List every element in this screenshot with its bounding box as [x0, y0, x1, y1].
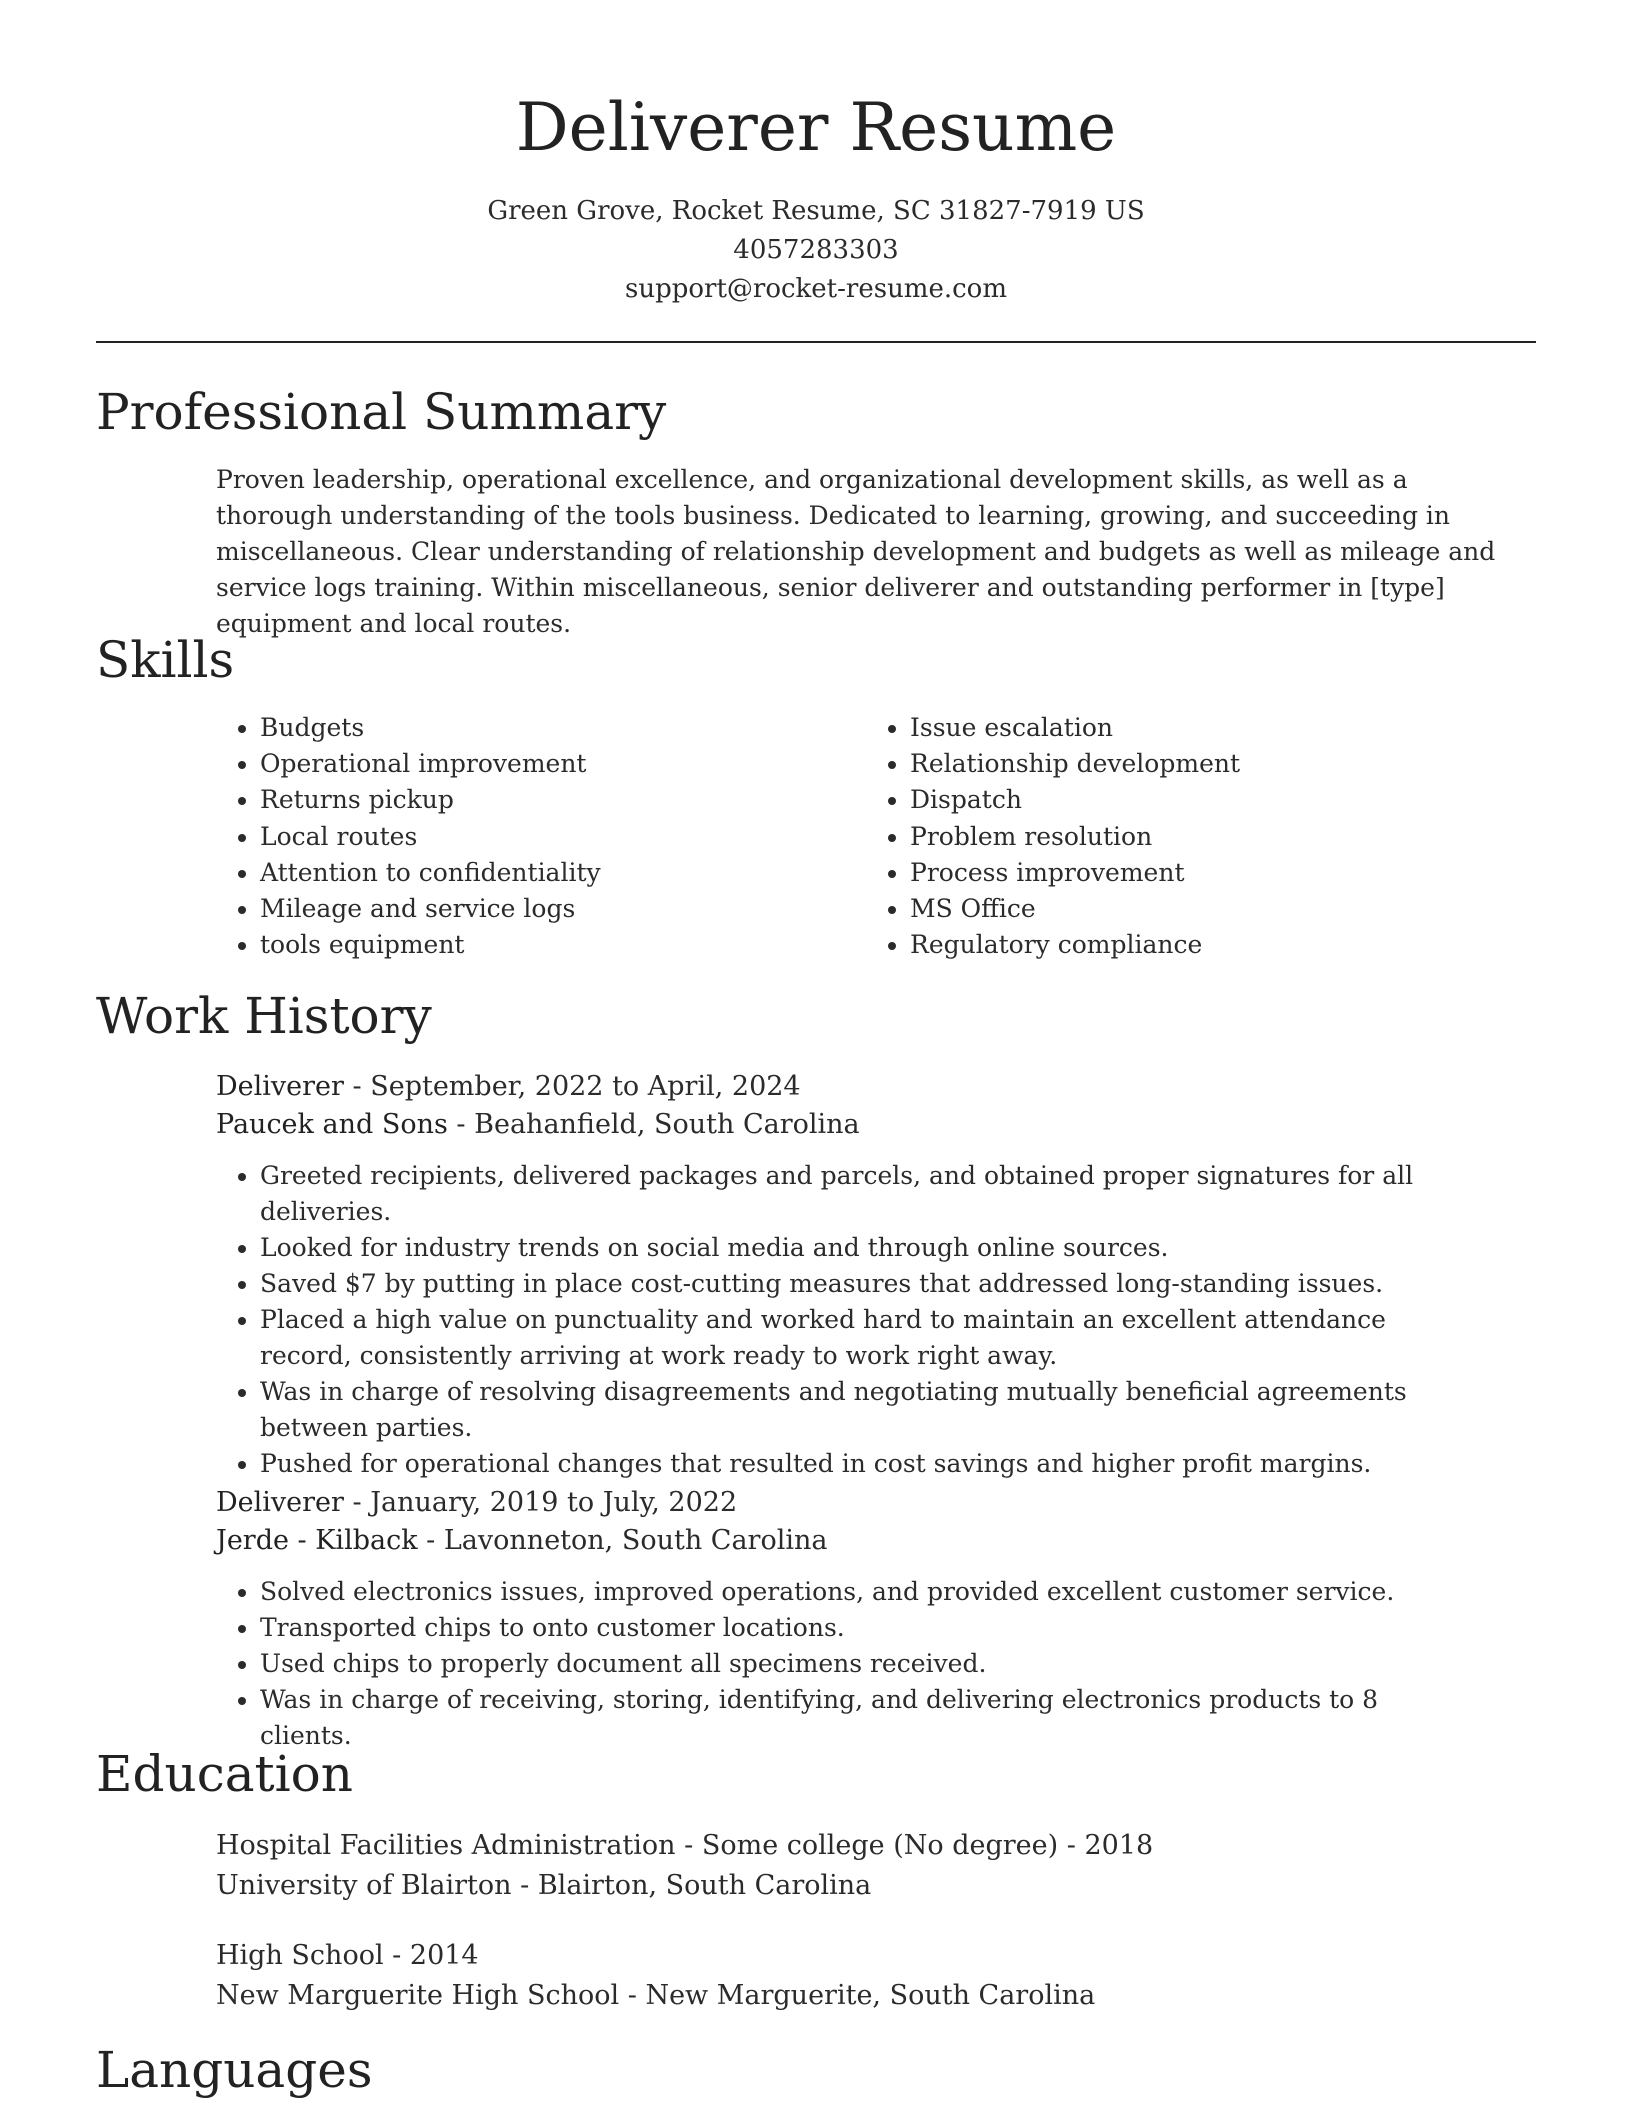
education-degree-line: High School - 2014 — [216, 1940, 479, 1971]
skill-item: • Dispatch — [910, 782, 1516, 818]
education-entry — [216, 1936, 1516, 2016]
header-divider — [96, 341, 1536, 343]
job-bullet: • Was in charge of receiving, storing, identifying, and delivering electronics products to 8 clients. — [260, 1682, 1460, 1754]
job-company-line: Paucek and Sons - Beahanfield, South Carolina — [216, 1109, 860, 1140]
skill-item: • Operational improvement — [260, 746, 866, 782]
job-entry — [216, 1484, 1516, 1754]
job-title-line: Deliverer - January, 2019 to July, 2022 — [216, 1487, 738, 1518]
education-school-line: New Marguerite High School - New Marguerite, South Carolina — [216, 1980, 1096, 2011]
job-bullet: • Pushed for operational changes that resulted in cost savings and higher profit margins. — [260, 1446, 1460, 1482]
job-title: Deliverer — [216, 1071, 344, 1102]
job-bullet: • Solved electronics issues, improved operations, and provided excellent customer service. — [260, 1574, 1460, 1610]
education-degree-line: Hospital Facilities Administration - Some college (No degree) - 2018 — [216, 1830, 1154, 1861]
job-bullets — [216, 1158, 1460, 1482]
contact-phone: 4057283303 — [733, 235, 899, 265]
job-bullet: • Was in charge of resolving disagreements and negotiating mutually beneficial agreements between parties. — [260, 1374, 1460, 1446]
education-location: Blairton, South Carolina — [537, 1870, 872, 1901]
education-location: New Marguerite, South Carolina — [645, 1980, 1096, 2011]
job-title-line: Deliverer - September, 2022 to April, 2024 — [216, 1071, 801, 1102]
job-location: Lavonneton, South Carolina — [443, 1525, 828, 1556]
skill-item: • Local routes — [260, 819, 866, 855]
languages-heading: Languages — [96, 2041, 373, 2099]
skill-item: • Relationship development — [910, 746, 1516, 782]
education-school-line: University of Blairton - Blairton, South Carolina — [216, 1870, 872, 1901]
job-company: Jerde - Kilback — [216, 1525, 418, 1556]
education-degree: High School — [216, 1940, 384, 1971]
skills-column-right — [866, 710, 1516, 963]
education-heading: Education — [96, 1745, 353, 1803]
education-year: 2014 — [409, 1940, 479, 1971]
summary-heading: Professional Summary — [96, 383, 667, 441]
skills-list — [216, 710, 1516, 963]
skills-column-left — [216, 710, 866, 963]
job-entry — [216, 1068, 1516, 1482]
contact-block — [96, 192, 1536, 309]
skills-heading: Skills — [96, 631, 235, 689]
work-history-heading: Work History — [96, 987, 432, 1045]
skill-item: • tools equipment — [260, 927, 866, 963]
job-bullet: • Greeted recipients, delivered packages and parcels, and obtained proper signatures for all deliveries. — [260, 1158, 1460, 1230]
job-bullet: • Looked for industry trends on social media and through online sources. — [260, 1230, 1460, 1266]
job-bullet: • Placed a high value on punctuality and worked hard to maintain an excellent attendance record, consistently arriving at work ready to work right away. — [260, 1302, 1460, 1374]
job-company-line: Jerde - Kilback - Lavonneton, South Carolina — [216, 1525, 828, 1556]
job-bullet: • Transported chips to onto customer locations. — [260, 1610, 1460, 1646]
job-dates: September, 2022 to April, 2024 — [370, 1071, 801, 1102]
skill-item: • MS Office — [910, 891, 1516, 927]
skill-item: • Issue escalation — [910, 710, 1516, 746]
job-dates: January, 2019 to July, 2022 — [370, 1487, 738, 1518]
skill-item: • Mileage and service logs — [260, 891, 866, 927]
skill-item: • Attention to confidentiality — [260, 855, 866, 891]
job-bullet: • Used chips to properly document all specimens received. — [260, 1646, 1460, 1682]
skill-item: • Problem resolution — [910, 819, 1516, 855]
contact-address: Green Grove, Rocket Resume, SC 31827-7919 US — [487, 196, 1145, 226]
education-entry — [216, 1826, 1516, 1906]
skill-item: • Process improvement — [910, 855, 1516, 891]
job-bullets — [216, 1574, 1460, 1754]
education-school: New Marguerite High School — [216, 1980, 620, 2011]
job-bullet: • Saved $7 by putting in place cost-cutting measures that addressed long-standing issues. — [260, 1266, 1460, 1302]
skill-item: • Regulatory compliance — [910, 927, 1516, 963]
job-location: Beahanfield, South Carolina — [474, 1109, 860, 1140]
contact-email: support@rocket-resume.com — [624, 274, 1007, 304]
education-school: University of Blairton — [216, 1870, 512, 1901]
summary-text: Proven leadership, operational excellence, and organizational development skills, as well as a thorough understanding of the tools business. Dedicated to learning, growing, and succeeding in miscellaneous. Clear understanding of relationship development and budgets as well as mileage and service logs training. Within miscellaneous, senior deliverer and outstanding performer in [type] equipment and local routes. — [216, 465, 1496, 638]
education-degree: Hospital Facilities Administration - Some college (No degree) — [216, 1830, 1059, 1861]
skill-item: • Budgets — [260, 710, 866, 746]
resume-title: Deliverer Resume — [515, 89, 1117, 166]
education-year: 2018 — [1084, 1830, 1154, 1861]
job-company: Paucek and Sons — [216, 1109, 448, 1140]
skill-item: • Returns pickup — [260, 782, 866, 818]
job-title: Deliverer — [216, 1487, 344, 1518]
